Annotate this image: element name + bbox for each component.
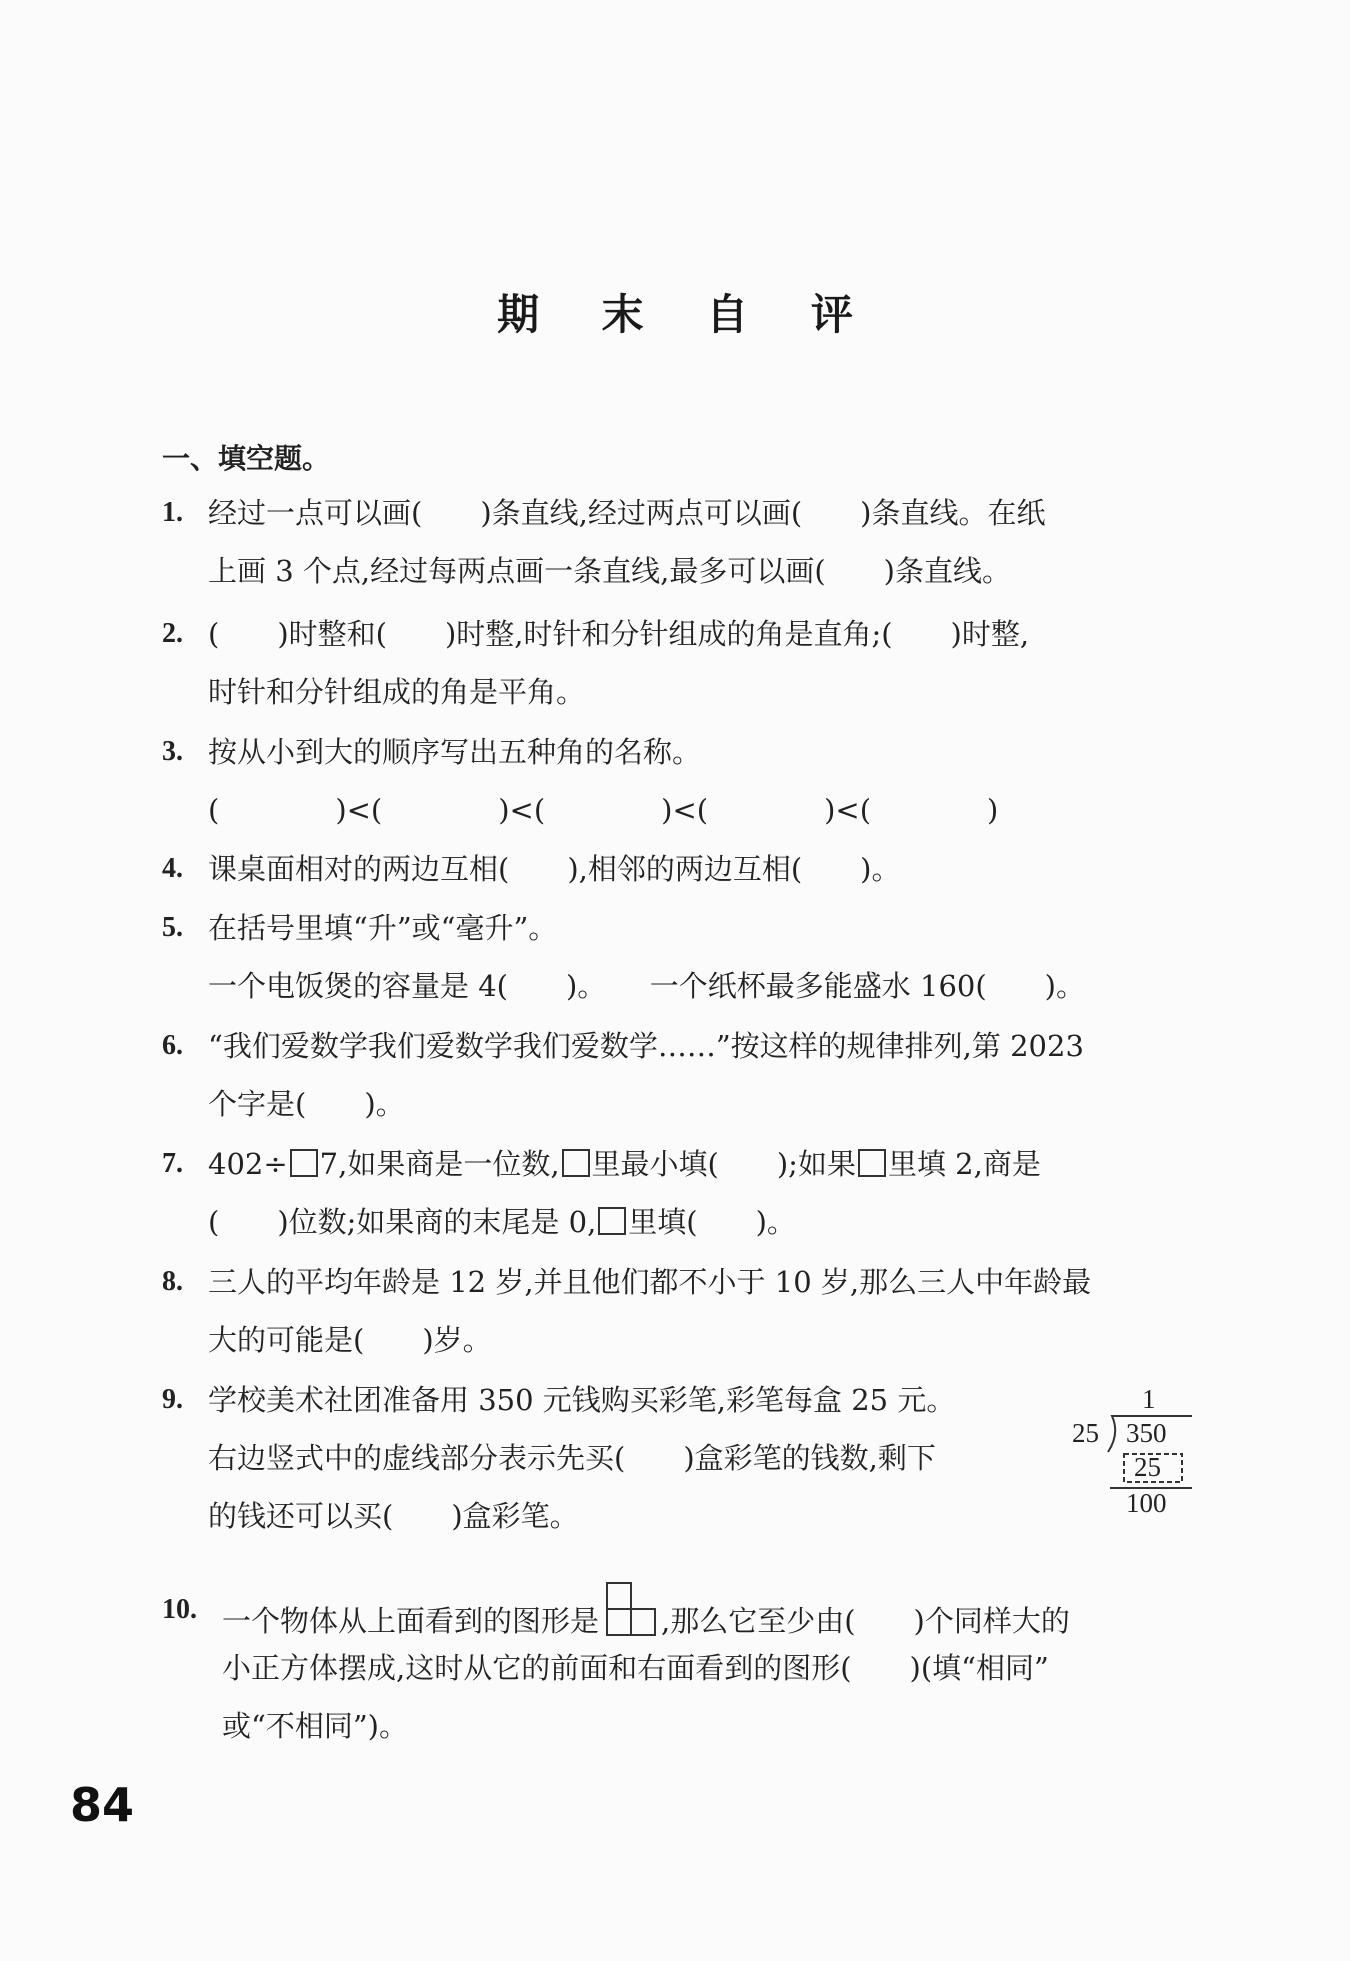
question-text: ( )时整和( )时整,时针和分针组成的角是直角;( )时整, <box>208 617 1030 651</box>
quotient: 1 <box>1142 1384 1156 1414</box>
question-number: 8. <box>162 1266 183 1297</box>
question-number: 9. <box>162 1384 183 1415</box>
question-6 <box>162 1017 1202 1137</box>
question-number: 1. <box>162 497 183 528</box>
question-number: 7. <box>162 1148 183 1179</box>
question-text: 在括号里填“升”或“毫升”。 <box>208 911 558 945</box>
question-10 <box>162 1581 1202 1761</box>
question-text: 一个电饭煲的容量是 4( )。 一个纸杯最多能盛水 160( )。 <box>208 969 1085 1003</box>
question-7 <box>162 1135 1202 1255</box>
question-4 <box>162 840 1202 900</box>
question-5 <box>162 899 1202 1019</box>
question-text: 上画 3 个点,经过每两点画一条直线,最多可以画( )条直线。 <box>208 554 1011 588</box>
question-text: 小正方体摆成,这时从它的前面和右面看到的图形( )(填“相同” <box>222 1651 1049 1685</box>
blank-box <box>858 1149 886 1177</box>
question-number: 3. <box>162 736 183 767</box>
question-text: 经过一点可以画( )条直线,经过两点可以画( )条直线。在纸 <box>208 496 1046 530</box>
question-number: 10. <box>162 1594 197 1625</box>
question-number: 4. <box>162 853 183 884</box>
question-text: ( )<( )<( )<( )<( ) <box>208 793 999 827</box>
question-text: 时针和分针组成的角是平角。 <box>208 675 586 709</box>
page-title: 期 末 自 评 <box>497 290 877 339</box>
remainder: 100 <box>1126 1488 1167 1518</box>
question-text: “我们爱数学我们爱数学我们爱数学……”按这样的规律排列,第 2023 <box>208 1029 1084 1063</box>
question-text: 按从小到大的顺序写出五种角的名称。 <box>208 735 702 769</box>
question-1 <box>162 484 1202 604</box>
top-view-figure <box>599 1581 661 1639</box>
section-heading: 一、填空题。 <box>162 442 331 475</box>
question-number: 5. <box>162 912 183 943</box>
question-text: 三人的平均年龄是 12 岁,并且他们都不小于 10 岁,那么三人中年龄最 <box>208 1265 1092 1299</box>
question-text: 课桌面相对的两边互相( ),相邻的两边互相( )。 <box>208 852 901 886</box>
question-3 <box>162 723 1202 843</box>
question-text: 学校美术社团准备用 350 元钱购买彩笔,彩笔每盒 25 元。 <box>208 1383 956 1417</box>
question-number: 6. <box>162 1030 183 1061</box>
blank-box <box>598 1207 626 1235</box>
dividend: 350 <box>1126 1418 1167 1448</box>
question-text: 个字是( )。 <box>208 1087 405 1121</box>
question-number: 2. <box>162 618 183 649</box>
question-text: 的钱还可以买( )盒彩笔。 <box>208 1499 579 1533</box>
question-text: 一个物体从上面看到的图形是 ,那么它至少由( )个同样大的 <box>222 1581 1070 1650</box>
question-text: 或“不相同”)。 <box>222 1709 408 1743</box>
question-text: ( )位数;如果商的末尾是 0, 里填( )。 <box>208 1205 796 1239</box>
question-2 <box>162 605 1202 725</box>
divisor: 25 <box>1072 1418 1099 1448</box>
question-text: 右边竖式中的虚线部分表示先买( )盒彩笔的钱数,剩下 <box>208 1441 936 1475</box>
question-8 <box>162 1253 1202 1373</box>
long-division <box>1068 1384 1198 1524</box>
question-text: 大的可能是( )岁。 <box>208 1323 492 1357</box>
page-number: 84 <box>70 1778 135 1832</box>
blank-box <box>562 1149 590 1177</box>
product: 25 <box>1134 1452 1161 1482</box>
question-text: 402÷ 7,如果商是一位数, 里最小填( );如果 里填 2,商是 <box>208 1147 1041 1181</box>
blank-box <box>290 1149 318 1177</box>
question-9 <box>162 1371 1202 1551</box>
